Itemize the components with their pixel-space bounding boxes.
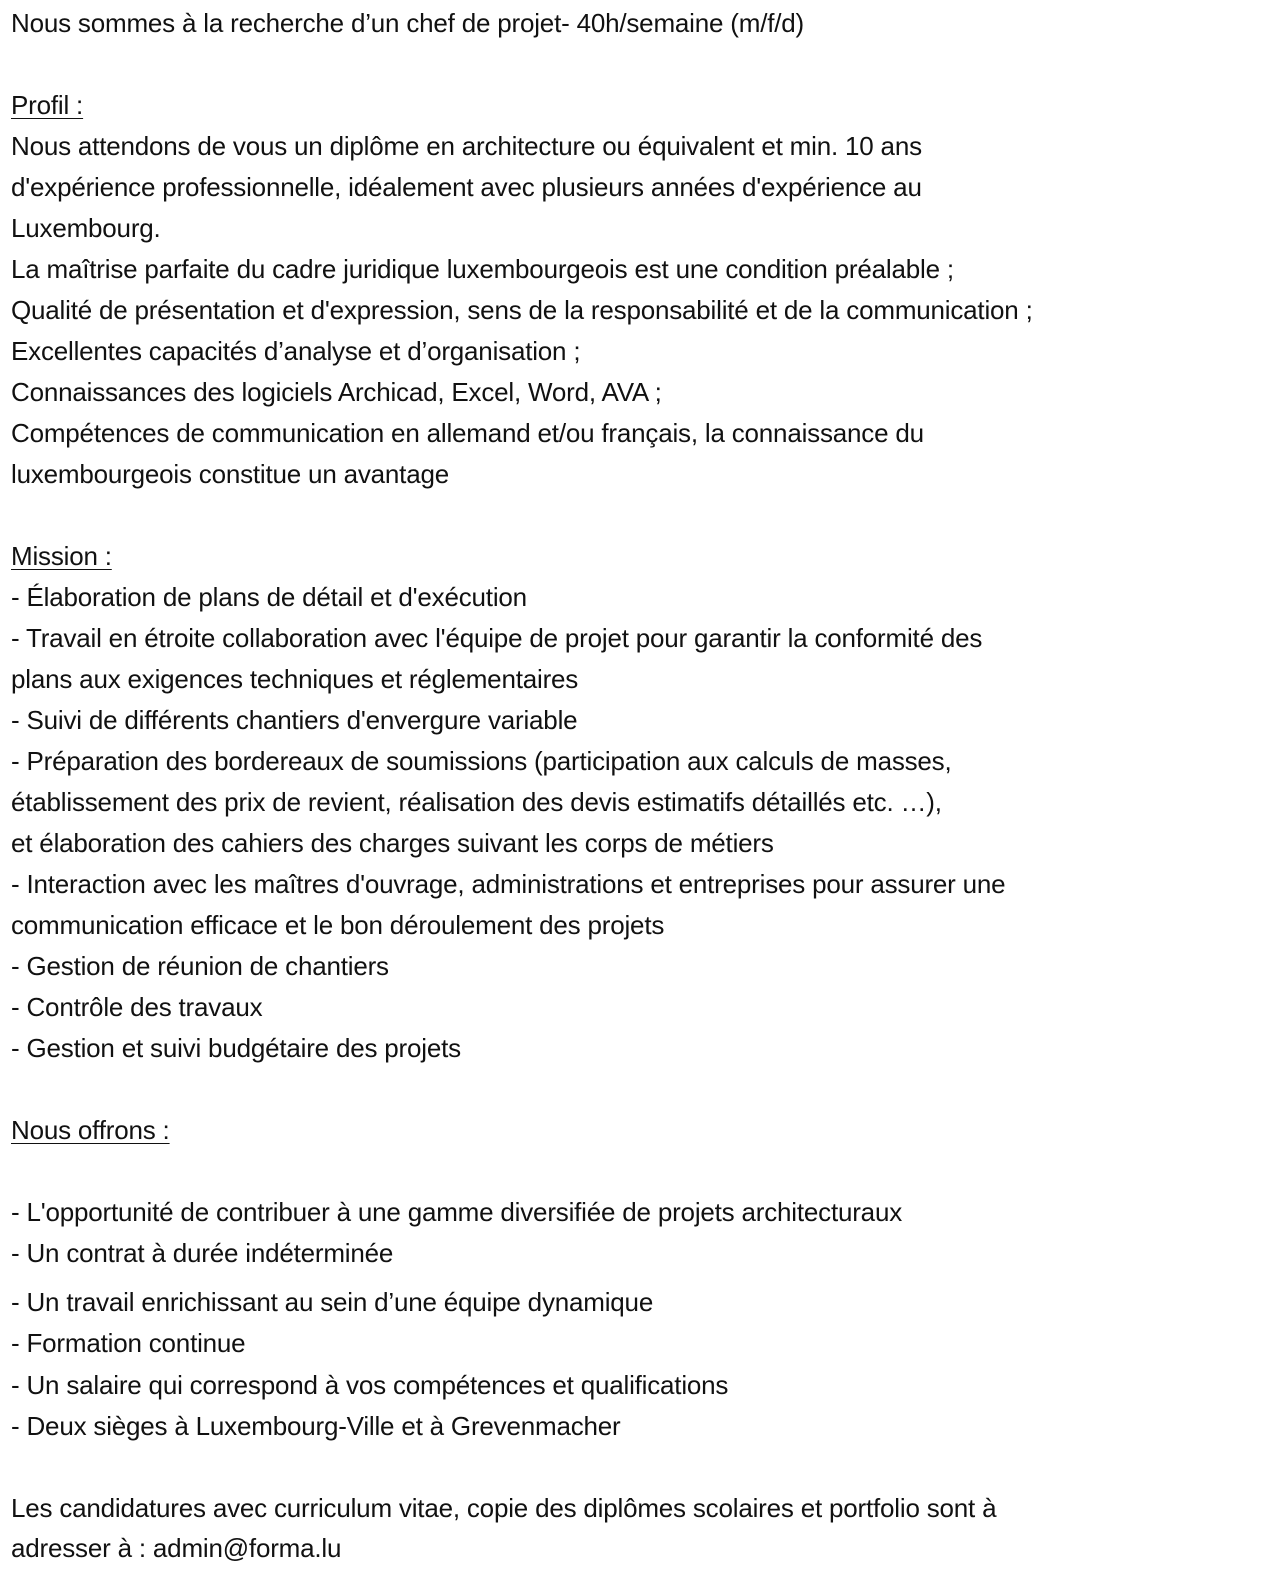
mission-line: - Préparation des bordereaux de soumissions (participation aux calculs de masses, [11,746,952,776]
profil-line: luxembourgeois constitue un avantage [11,459,449,489]
mission-line: établissement des prix de revient, réalisation des devis estimatifs détaillés etc. …), [11,787,942,817]
profil-heading: Profil : [11,90,84,120]
mission-heading: Mission : [11,541,112,571]
mission-line: et élaboration des cahiers des charges suivant les corps de métiers [11,828,774,858]
page-title: Nous sommes à la recherche d’un chef de projet- 40h/semaine (m/f/d) [11,8,804,38]
offrons-line: - Un travail enrichissant au sein d’une équipe dynamique [11,1287,654,1317]
offrons-line: - Deux sièges à Luxembourg-Ville et à Grevenmacher [11,1411,621,1441]
mission-line: - Élaboration de plans de détail et d'exécution [11,582,527,612]
profil-line: d'expérience professionnelle, idéalement avec plusieurs années d'expérience au [11,172,922,202]
profil-line: Luxembourg. [11,213,161,243]
profil-line: Compétences de communication en allemand et/ou français, la connaissance du [11,418,924,448]
offrons-line: - L'opportunité de contribuer à une gamme diversifiée de projets architecturaux [11,1197,903,1227]
profil-line: Qualité de présentation et d'expression, sens de la responsabilité et de la communication ; [11,295,1033,325]
mission-line: plans aux exigences techniques et réglementaires [11,664,579,694]
profil-line: La maîtrise parfaite du cadre juridique luxembourgeois est une condition préalable ; [11,254,954,284]
profil-line: Connaissances des logiciels Archicad, Excel, Word, AVA ; [11,377,662,407]
closing-prefix: adresser à : [11,1533,153,1563]
offrons-line: - Un salaire qui correspond à vos compétences et qualifications [11,1370,729,1400]
mission-line: - Travail en étroite collaboration avec l'équipe de projet pour garantir la conformité des [11,623,983,653]
offrons-line: - Formation continue [11,1328,246,1358]
contact-email[interactable]: admin@forma.lu [152,1533,342,1563]
mission-line: - Gestion de réunion de chantiers [11,951,389,981]
profil-line: Excellentes capacités d’analyse et d’organisation ; [11,336,581,366]
offrons-line: - Un contrat à durée indéterminée [11,1238,394,1268]
closing-contact [11,1532,341,1564]
closing-line: Les candidatures avec curriculum vitae, copie des diplômes scolaires et portfolio sont à [11,1493,997,1523]
offrons-heading: Nous offrons : [11,1115,170,1145]
mission-line: communication efficace et le bon déroulement des projets [11,910,665,940]
mission-line: - Interaction avec les maîtres d'ouvrage, administrations et entreprises pour assurer une [11,869,1006,899]
profil-line: Nous attendons de vous un diplôme en architecture ou équivalent et min. 10 ans [11,131,922,161]
mission-line: - Suivi de différents chantiers d'envergure variable [11,705,578,735]
mission-line: - Gestion et suivi budgétaire des projets [11,1033,461,1063]
mission-line: - Contrôle des travaux [11,992,263,1022]
